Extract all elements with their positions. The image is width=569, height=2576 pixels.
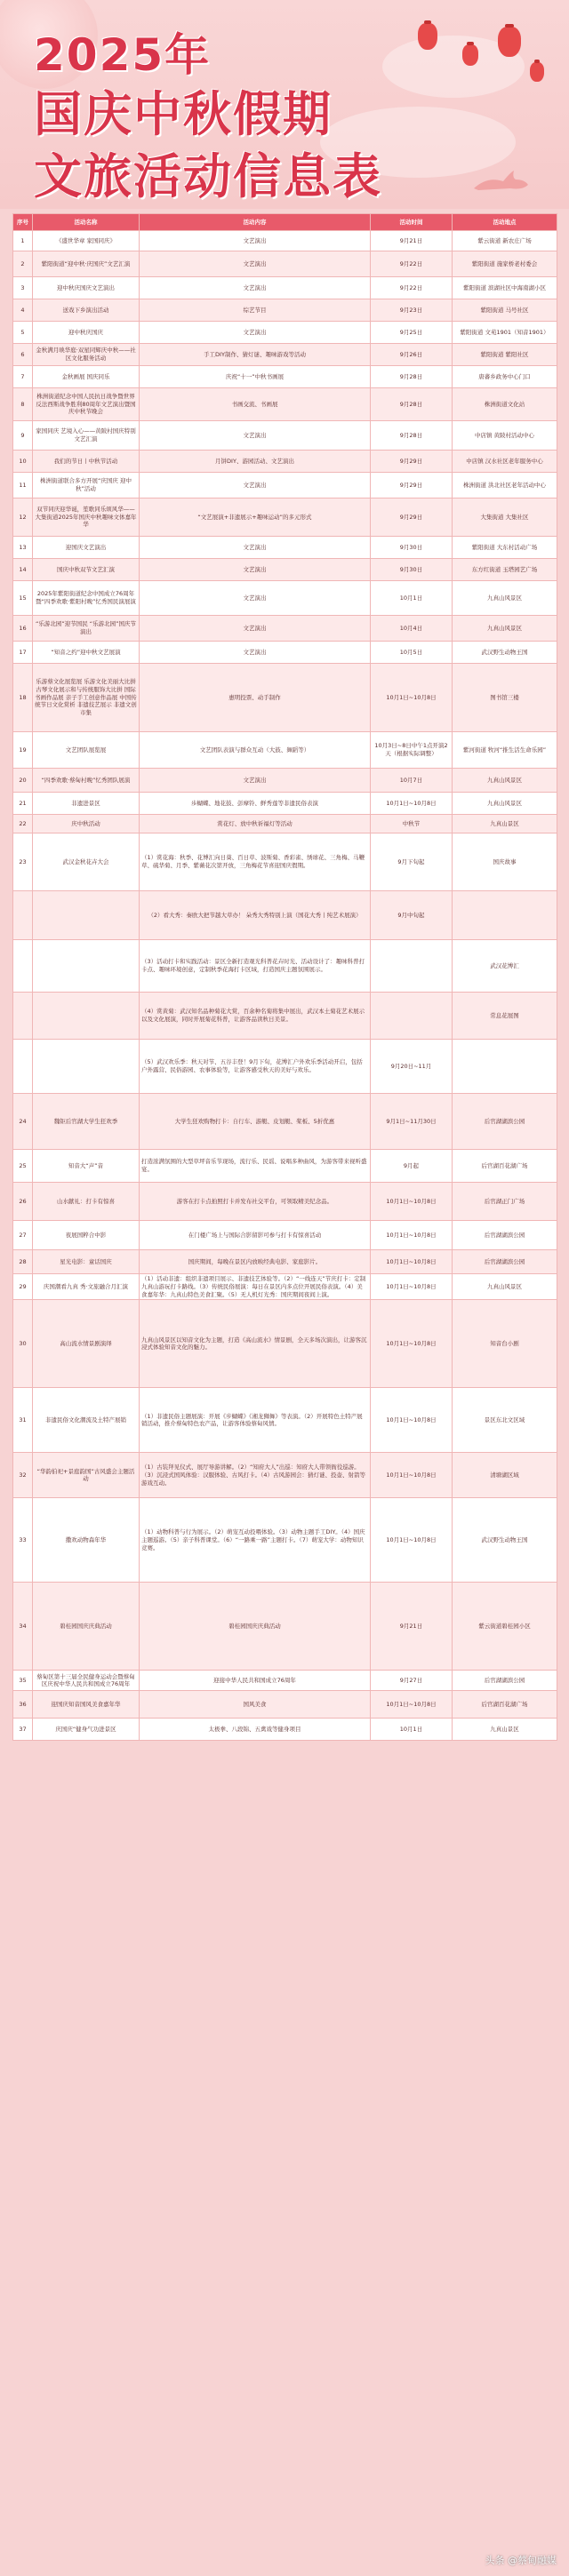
table-row bbox=[13, 1040, 557, 1094]
cell-name: 株洲街道纪念中国人民抗日战争暨世界反法西斯战争胜利80周年文艺演出暨国庆中秋节晚会 bbox=[33, 388, 140, 421]
table-row bbox=[13, 251, 557, 277]
cell-place: 景区东北文区域 bbox=[453, 1388, 557, 1453]
cell-time: 9月1日~11月30日 bbox=[371, 1094, 453, 1150]
cell-place: 清塘湖区域 bbox=[453, 1453, 557, 1498]
cell-name: “知音之约”迎中秋文艺展演 bbox=[33, 642, 140, 664]
table-row bbox=[13, 1498, 557, 1583]
cell-name: 株洲街道联合多方开展“庆国庆 迎中秋”活动 bbox=[33, 473, 140, 498]
cell-place: 常息花展图 bbox=[453, 993, 557, 1040]
cell-time: 9月27日 bbox=[371, 1671, 453, 1691]
cell-time: 10月1日~10月8日 bbox=[371, 664, 453, 732]
cell-place: 紫阳街道 文苑1901（知音1901） bbox=[453, 322, 557, 344]
cell-place: 紫云街道碧桂园小区 bbox=[453, 1583, 557, 1671]
table-row bbox=[13, 616, 557, 642]
cell-content: 歩蝴蝶、地花鼓、彭摩铃、鲜秀莲等非遗民俗表演 bbox=[140, 793, 371, 815]
cell-content: 文艺演出 bbox=[140, 277, 371, 299]
cell-place: 武汉野生动物王国 bbox=[453, 1498, 557, 1583]
cell-name: 碧桂园国庆庆典活动 bbox=[33, 1583, 140, 1671]
cell-no: 3 bbox=[13, 277, 33, 299]
cell-content: 文艺演出 bbox=[140, 231, 371, 251]
cell-name: 山水献礼：打卡有惊喜 bbox=[33, 1183, 140, 1221]
cell-time: 10月1日~10月8日 bbox=[371, 1691, 453, 1719]
cell-name: 迎中秋庆国庆 bbox=[33, 322, 140, 344]
cell-name: 武汉金秋花卉大会 bbox=[33, 833, 140, 891]
cell-name: 紫阳街道“迎中秋·庆国庆”文艺汇演 bbox=[33, 251, 140, 277]
cell-no: 16 bbox=[13, 616, 33, 642]
cell-no: 32 bbox=[13, 1453, 33, 1498]
cell-place: 后官湖正门广场 bbox=[453, 1183, 557, 1221]
table-row bbox=[13, 793, 557, 815]
cell-place: 九真山风景区 bbox=[453, 616, 557, 642]
table-row bbox=[13, 277, 557, 299]
cell-content: 文艺演出 bbox=[140, 559, 371, 581]
cell-time: 9月28日 bbox=[371, 388, 453, 421]
table-row bbox=[13, 1183, 557, 1221]
cell-no: 36 bbox=[13, 1691, 33, 1719]
cell-content: 游客在打卡点拍照打卡并发布社交平台，可领取精美纪念品。 bbox=[140, 1183, 371, 1221]
table-row bbox=[13, 815, 557, 833]
cell-place: 后官湖百花湖广场 bbox=[453, 1150, 557, 1183]
cell-content: （1）赏花海：秋季、花博汇向日葵、百日草、波斯菊、香彩雀、绣球花、三角梅、马鞭草、硫华菊、月季、紫薇花次第开放，三角梅花节喜迎国庆假期。 bbox=[140, 833, 371, 891]
cell-name: 送戏下乡演出活动 bbox=[33, 299, 140, 322]
cell-name: 夜展国粹合中影 bbox=[33, 1221, 140, 1250]
cell-no: 6 bbox=[13, 344, 33, 366]
cell-no: 2 bbox=[13, 251, 33, 277]
table-row bbox=[13, 940, 557, 993]
cell-content: “文艺展演+非遗展示+趣味运动”的多元形式 bbox=[140, 498, 371, 537]
cell-time: 10月1日~10月8日 bbox=[371, 1498, 453, 1583]
cell-no bbox=[13, 993, 33, 1040]
cell-no: 25 bbox=[13, 1150, 33, 1183]
cell-time: 中秋节 bbox=[371, 815, 453, 833]
table-row bbox=[13, 1671, 557, 1691]
cell-place: 后官湖湖滨公园 bbox=[453, 1671, 557, 1691]
cell-name: 2025年紫阳街道纪念中国成立76周年暨“四季欢歌·紫阳村晚”忆秀国民演展演 bbox=[33, 581, 140, 616]
cell-place: 东方红街道 玉塔园艺广场 bbox=[453, 559, 557, 581]
table-row bbox=[13, 388, 557, 421]
table-row bbox=[13, 1250, 557, 1274]
table-row bbox=[13, 769, 557, 793]
table-row bbox=[13, 664, 557, 732]
cell-name: 金秋画展 国庆同乐 bbox=[33, 366, 140, 388]
cell-place: 紫阳街道 紫阳社区 bbox=[453, 344, 557, 366]
table-row bbox=[13, 1221, 557, 1250]
cell-no: 14 bbox=[13, 559, 33, 581]
table-row bbox=[13, 559, 557, 581]
cell-no: 5 bbox=[13, 322, 33, 344]
cell-time: 10月1日~10月8日 bbox=[371, 1388, 453, 1453]
cell-time: 10月1日 bbox=[371, 581, 453, 616]
cell-name: 庆国潮看九真 秀·文旅融合月汇演 bbox=[33, 1274, 140, 1300]
cell-place: 中店镇 汉水社区老年服务中心 bbox=[453, 451, 557, 473]
cell-name bbox=[33, 1040, 140, 1094]
cell-place: 知音台小剧 bbox=[453, 1300, 557, 1388]
cell-no bbox=[13, 1040, 33, 1094]
cell-name: “华韵伯祀+景庭韵国”古风盛会主题活动 bbox=[33, 1453, 140, 1498]
header-place: 活动地点 bbox=[453, 214, 557, 231]
cell-place: 武汉花博汇 bbox=[453, 940, 557, 993]
activity-table bbox=[12, 213, 557, 1741]
cell-time: 10月1日~10月8日 bbox=[371, 1183, 453, 1221]
cell-content: 文艺演出 bbox=[140, 537, 371, 559]
cell-name: 金秋满月映华庭·双星同辉庆中秋——社区文化服务活动 bbox=[33, 344, 140, 366]
cell-time: 9月起 bbox=[371, 1150, 453, 1183]
activity-table-wrapper bbox=[12, 213, 557, 1741]
cell-no: 15 bbox=[13, 581, 33, 616]
cell-time: 9月30日 bbox=[371, 537, 453, 559]
cell-name bbox=[33, 940, 140, 993]
table-row bbox=[13, 322, 557, 344]
cell-no: 8 bbox=[13, 388, 33, 421]
cell-place: 后官湖百花湖广场 bbox=[453, 1691, 557, 1719]
cell-content: 赏花灯、放中秋祈福灯等活动 bbox=[140, 815, 371, 833]
cell-content: 在门楼广场上与国际合影留影可参与打卡有惊喜活动 bbox=[140, 1221, 371, 1250]
cell-content: 文艺演出 bbox=[140, 769, 371, 793]
cell-name: 蔡甸区第十三届全民健身运动会暨蔡甸区庆祝中华人民共和国成立76周年 bbox=[33, 1671, 140, 1691]
cell-no: 34 bbox=[13, 1583, 33, 1671]
cell-name: 高山流水情景剧演绎 bbox=[33, 1300, 140, 1388]
cell-no: 23 bbox=[13, 833, 33, 891]
header-time: 活动时间 bbox=[371, 214, 453, 231]
cell-time: 10月1日 bbox=[371, 1719, 453, 1741]
cell-no: 11 bbox=[13, 473, 33, 498]
cell-place: 株洲街道 洪北社区老年活动中心 bbox=[453, 473, 557, 498]
cell-content: （1）非遗民俗主题展演：开展《步蝴蝶》《湘龙狮舞》等表演。（2）开展特色土特产展销活动，推介蔡甸特色农产品，让游客体验蔡甸风情。 bbox=[140, 1388, 371, 1453]
cell-time: 10月1日~10月8日 bbox=[371, 1250, 453, 1274]
table-row bbox=[13, 1719, 557, 1741]
cell-time: 9月下旬起 bbox=[371, 833, 453, 891]
cell-content: （1）活动非遗：组织非遗项目展示、非遗技艺体验等。（2）“一线连天”节庆打卡：定制九真山游玩打卡路线。（3）传统民俗展演：每日在景区内多点位开展民俗表演。（4）美食嘉年华：九真山特色美食汇聚。（5）无人机灯光秀：国庆期间夜间上演。 bbox=[140, 1274, 371, 1300]
cell-no: 17 bbox=[13, 642, 33, 664]
cell-no: 30 bbox=[13, 1300, 33, 1388]
table-row bbox=[13, 366, 557, 388]
cell-name bbox=[33, 891, 140, 940]
cell-time: 10月1日~10月8日 bbox=[371, 1453, 453, 1498]
cell-no: 28 bbox=[13, 1250, 33, 1274]
cell-place: 紫云街道 新农庄广场 bbox=[453, 231, 557, 251]
cell-time: 9月25日 bbox=[371, 322, 453, 344]
cell-no: 9 bbox=[13, 421, 33, 451]
table-row bbox=[13, 1453, 557, 1498]
cell-content: 大学生狂欢购物打卡：自行车、游艇、皮划艇、桨板、5折优惠 bbox=[140, 1094, 371, 1150]
cell-no: 4 bbox=[13, 299, 33, 322]
cell-content: 惠明投票、动手制作 bbox=[140, 664, 371, 732]
cell-content: 九真山风景区以知音文化为主题，打造《高山流水》情景剧，全天多场次演出，让游客沉浸式体验知音文化的魅力。 bbox=[140, 1300, 371, 1388]
cell-no: 26 bbox=[13, 1183, 33, 1221]
table-row bbox=[13, 833, 557, 891]
cell-content: 国风美食 bbox=[140, 1691, 371, 1719]
cell-name: 知音大“声”音 bbox=[33, 1150, 140, 1183]
cell-no: 22 bbox=[13, 815, 33, 833]
cell-no: 7 bbox=[13, 366, 33, 388]
table-row bbox=[13, 1300, 557, 1388]
cell-name: 迎国庆文艺演出 bbox=[33, 537, 140, 559]
table-row bbox=[13, 1274, 557, 1300]
table-row bbox=[13, 1150, 557, 1183]
cell-content: 文艺演出 bbox=[140, 421, 371, 451]
cell-content: （3）活动打卡和实践活动：景区全新打造观光科普花卉时光、活动设计了：趣味科普打卡点、趣味环境创意，定制秋季花海打卡区域，打造国庆主题氛围展示。 bbox=[140, 940, 371, 993]
cell-content: （5）武汉欢乐季：秋天对节、五谷丰登！9月下旬，花博汇户外欢乐季活动开启，包括户外露营、民俗游园、农事体验等，让游客感受秋天的美好与欢乐。 bbox=[140, 1040, 371, 1094]
cell-content: 文艺演出 bbox=[140, 322, 371, 344]
cell-time: 9月29日 bbox=[371, 473, 453, 498]
cell-content: 国庆期间，每晚在景区内放映经典电影、家庭影片。 bbox=[140, 1250, 371, 1274]
cell-time: 9月28日 bbox=[371, 366, 453, 388]
cell-place: 武汉野生动物王国 bbox=[453, 642, 557, 664]
cell-place bbox=[453, 891, 557, 940]
cell-time bbox=[371, 993, 453, 1040]
table-row bbox=[13, 299, 557, 322]
cell-name: 庆中秋活动 bbox=[33, 815, 140, 833]
cell-time: 9月26日 bbox=[371, 344, 453, 366]
cell-no: 29 bbox=[13, 1274, 33, 1300]
cell-place: 九真山景区 bbox=[453, 1719, 557, 1741]
table-row bbox=[13, 581, 557, 616]
cell-no: 10 bbox=[13, 451, 33, 473]
cell-place: 唐蕃乡政务中心门口 bbox=[453, 366, 557, 388]
cell-name: “乐游北园”迎节国民 “乐游北园”国庆节演出 bbox=[33, 616, 140, 642]
table-row bbox=[13, 1388, 557, 1453]
cell-name: 非遗进景区 bbox=[33, 793, 140, 815]
cell-no: 27 bbox=[13, 1221, 33, 1250]
cell-place: 九真山风景区 bbox=[453, 793, 557, 815]
cell-place bbox=[453, 1040, 557, 1094]
cell-place: 紫阳街道 大东村活动广场 bbox=[453, 537, 557, 559]
cell-place: 大集街道 大集社区 bbox=[453, 498, 557, 537]
cell-time: 10月1日~10月8日 bbox=[371, 1274, 453, 1300]
table-row bbox=[13, 344, 557, 366]
cell-content: （1）古装拜见仪式、展厅导游讲解。（2）“知府大人”出巡：知府大人带领衙役巡游。（3）沉浸式国风体验：汉服体验、古风打卡。（4）古风游园会：猜灯谜、投壶、射箭等游戏互动。 bbox=[140, 1453, 371, 1498]
cell-no: 37 bbox=[13, 1719, 33, 1741]
cell-time: 9月21日 bbox=[371, 1583, 453, 1671]
cell-name: 双节同庆迎华诞，笙歌同乐颂风华——大集街道2025年国庆中秋趣味文体嘉年华 bbox=[33, 498, 140, 537]
cell-time: 10月1日~10月8日 bbox=[371, 793, 453, 815]
cell-no: 20 bbox=[13, 769, 33, 793]
cell-place: 后官湖湖滨公园 bbox=[453, 1250, 557, 1274]
cell-content: 文艺演出 bbox=[140, 473, 371, 498]
cell-time: 9月22日 bbox=[371, 277, 453, 299]
cell-place: 紫河街道 牧河“推生活生命乐园” bbox=[453, 732, 557, 769]
cell-name: 非遗民俗文化潮流及土特产展销 bbox=[33, 1388, 140, 1453]
cell-time: 9月20日~11月 bbox=[371, 1040, 453, 1094]
table-row bbox=[13, 537, 557, 559]
cell-place: 九真山景区 bbox=[453, 815, 557, 833]
cell-no bbox=[13, 891, 33, 940]
table-row bbox=[13, 421, 557, 451]
header-name: 活动名称 bbox=[33, 214, 140, 231]
cell-content: （1）动物科普与行为展示。（2）萌宠互动投喂体验。（3）动物主题手工DIY。（4）国庆主题巡游。（5）亲子科普课堂。（6）“一路乘一路”主题打卡。（7）萌宠大学：动物知识竞赛。 bbox=[140, 1498, 371, 1583]
cell-content: 碧桂园国庆庆典活动 bbox=[140, 1583, 371, 1671]
cell-content: （4）赏黄菊：武汉知名品种菊花大赏，百余种名菊将集中展出，武汉本土菊花艺术展示以及文化展演，同时开展菊花科普，让游客品读秋日美景。 bbox=[140, 993, 371, 1040]
cell-content: 太极拳、八段锦、五禽戏等健身项目 bbox=[140, 1719, 371, 1741]
cell-time: 9月29日 bbox=[371, 451, 453, 473]
table-row bbox=[13, 231, 557, 251]
header-banner bbox=[0, 0, 569, 209]
cell-place: 紫阳街道 滨湖社区中海南湖小区 bbox=[453, 277, 557, 299]
title-main: 国庆中秋假期 bbox=[34, 86, 333, 142]
title-sub: 文旅活动信息表 bbox=[34, 148, 382, 204]
cell-no: 33 bbox=[13, 1498, 33, 1583]
cell-time: 9月30日 bbox=[371, 559, 453, 581]
table-row bbox=[13, 642, 557, 664]
cell-content: （2）看大秀：秦欧大把节越大草办！ 朵秀大秀特别上演（国花大秀丨纯艺术展演） bbox=[140, 891, 371, 940]
cell-name: 迎国庆知音国风美食嘉年华 bbox=[33, 1691, 140, 1719]
cell-time: 9月23日 bbox=[371, 299, 453, 322]
cell-name: 《盛世华章 家国同庆》 bbox=[33, 231, 140, 251]
cell-place: 中店镇 黄陂村活动中心 bbox=[453, 421, 557, 451]
cell-place: 九真山风景区 bbox=[453, 1274, 557, 1300]
cell-name: 乐游蔡文化展览展 乐游文化美丽大比拼 古琴文化展示和与传统服饰大比拼 国际书画作品展 亲子手工创意作品展 中国传统节日文化赏析 非遗技艺展示 非遗文创市集 bbox=[33, 664, 140, 732]
cell-name bbox=[33, 993, 140, 1040]
cell-content: 迎接中华人民共和国成立76周年 bbox=[140, 1671, 371, 1691]
cell-no: 18 bbox=[13, 664, 33, 732]
table-row bbox=[13, 1583, 557, 1671]
cell-time: 9月28日 bbox=[371, 421, 453, 451]
cell-place: 后官湖湖滨公园 bbox=[453, 1221, 557, 1250]
cell-content: 文艺演出 bbox=[140, 616, 371, 642]
cell-no: 35 bbox=[13, 1671, 33, 1691]
cell-name: 星光电影：童话国庆 bbox=[33, 1250, 140, 1274]
cell-name: 国庆中秋双节文艺汇演 bbox=[33, 559, 140, 581]
rabbit-icon bbox=[469, 167, 532, 194]
cell-no: 12 bbox=[13, 498, 33, 537]
cell-time: 9月21日 bbox=[371, 231, 453, 251]
cell-time: 9月22日 bbox=[371, 251, 453, 277]
table-row bbox=[13, 451, 557, 473]
table-row bbox=[13, 1094, 557, 1150]
table-row bbox=[13, 1691, 557, 1719]
cell-no: 31 bbox=[13, 1388, 33, 1453]
cell-name: 撒欢动物森年华 bbox=[33, 1498, 140, 1583]
cell-content: 文艺团队表演与群众互动（大鼓、舞蹈等） bbox=[140, 732, 371, 769]
cell-name: 迎中秋庆国庆文艺演出 bbox=[33, 277, 140, 299]
cell-time: 10月4日 bbox=[371, 616, 453, 642]
cell-no: 21 bbox=[13, 793, 33, 815]
cell-name: 家国同庆 艺境入心——黄陂村国庆特别文艺汇演 bbox=[33, 421, 140, 451]
cell-no: 24 bbox=[13, 1094, 33, 1150]
cell-content: 文艺演出 bbox=[140, 642, 371, 664]
cell-time: 10月7日 bbox=[371, 769, 453, 793]
cell-name: 庆国庆“健身气功进景区 bbox=[33, 1719, 140, 1741]
cell-content: 书画交流、书画展 bbox=[140, 388, 371, 421]
cell-place: 九真山风景区 bbox=[453, 581, 557, 616]
cell-time bbox=[371, 940, 453, 993]
cell-place: 后官湖湖滨公园 bbox=[453, 1094, 557, 1150]
cell-place: 图书馆三楼 bbox=[453, 664, 557, 732]
cell-place: 株洲街道文化站 bbox=[453, 388, 557, 421]
watermark: 头条 @蔡甸融媒 bbox=[485, 2555, 557, 2566]
cell-time: 10月5日 bbox=[371, 642, 453, 664]
cell-time: 10月1日~10月8日 bbox=[371, 1221, 453, 1250]
header-no: 序号 bbox=[13, 214, 33, 231]
cell-content: 文艺演出 bbox=[140, 251, 371, 277]
table-header-row bbox=[13, 214, 557, 231]
cell-content: 庆祝“十一”中秋书画展 bbox=[140, 366, 371, 388]
cell-time: 10月1日~10月8日 bbox=[371, 1300, 453, 1388]
cell-name: 我们的节日丨中秋节活动 bbox=[33, 451, 140, 473]
cell-no: 1 bbox=[13, 231, 33, 251]
header-content: 活动内容 bbox=[140, 214, 371, 231]
cell-name: “四季欢歌·蔡甸村晚”忆秀团队展演 bbox=[33, 769, 140, 793]
table-body bbox=[13, 231, 557, 1741]
title-year: 2025年 bbox=[34, 29, 212, 81]
table-row bbox=[13, 473, 557, 498]
cell-name: 文艺团队展览展 bbox=[33, 732, 140, 769]
cell-content: 月饼DIY、游园活动、文艺演出 bbox=[140, 451, 371, 473]
cell-content: 综艺节目 bbox=[140, 299, 371, 322]
table-row bbox=[13, 993, 557, 1040]
cell-time: 10月3日~8日中午1点开演2天（根据实际调整） bbox=[371, 732, 453, 769]
cell-place: 国庆故事 bbox=[453, 833, 557, 891]
table-row bbox=[13, 732, 557, 769]
cell-content: 打造浓满氛围的大型草坪音乐节现场，流行乐、民谣、说唱多种曲风，为游客带来视听盛宴。 bbox=[140, 1150, 371, 1183]
cell-place: 九真山风景区 bbox=[453, 769, 557, 793]
cell-no: 19 bbox=[13, 732, 33, 769]
table-row bbox=[13, 498, 557, 537]
cell-name: 魏钜后官湖大学生狂欢季 bbox=[33, 1094, 140, 1150]
cell-no bbox=[13, 940, 33, 993]
cell-time: 9月29日 bbox=[371, 498, 453, 537]
table-row bbox=[13, 891, 557, 940]
cell-no: 13 bbox=[13, 537, 33, 559]
cell-place: 紫阳街道 马号社区 bbox=[453, 299, 557, 322]
cell-content: 文艺演出 bbox=[140, 581, 371, 616]
cell-content: 手工DIY制作、猜灯谜、趣味游戏等活动 bbox=[140, 344, 371, 366]
cell-time: 9月中旬起 bbox=[371, 891, 453, 940]
cell-place: 紫阳街道 施家桥老村委会 bbox=[453, 251, 557, 277]
